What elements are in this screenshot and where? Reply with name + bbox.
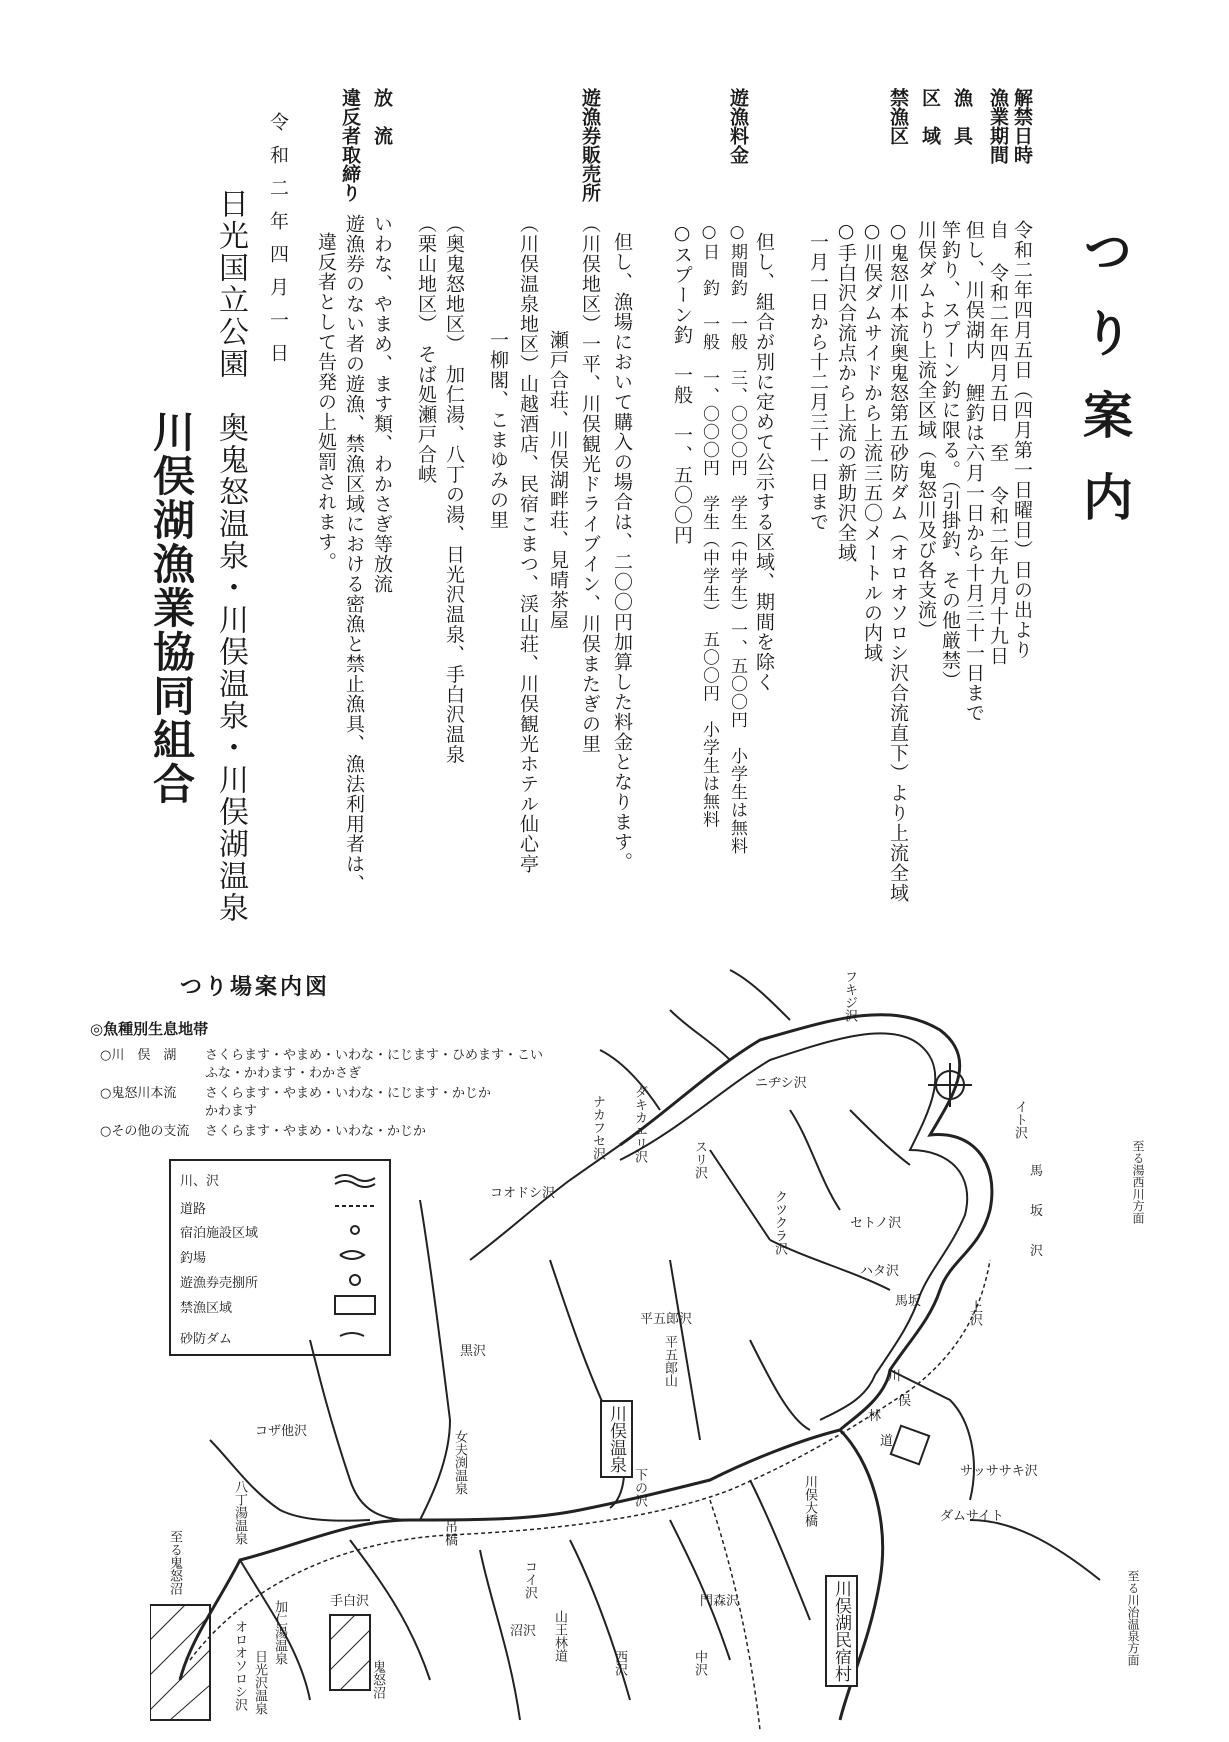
line-14: 但し、漁場において購入の場合は、二〇〇円加算した料金となります。 [611,232,633,872]
place-fukiji: フキジ沢 [842,970,857,1022]
place-heigoro-sawa: 平五郎沢 [640,1312,693,1327]
place-nijishi: ニヂシ沢 [755,1076,807,1091]
line-20: （栗山地区） そば処瀬戸合峡 [415,214,437,485]
legend-ticket-seller: 遊漁券売捌所 [180,1276,259,1291]
line-13: ○スプーン釣 一般 一、五〇〇円 [671,222,693,545]
label-gear: 漁 具 [951,88,973,145]
line-22: 遊漁券のない者の遊漁、禁漁区域における密漁と禁止漁具、漁法利用者は、 [343,214,365,894]
species-fish-2b: かわます [205,1104,258,1119]
place-to-kawaji: 至る川治温泉方面 [1126,1570,1140,1666]
line-23: 違反者として告発の上処罰されます。 [315,232,337,572]
species-heading: ◎魚種別生息地帯 [90,1020,209,1038]
organization-name: 川俣湖漁業協同組合 [147,410,196,806]
legend-check-dam: 砂防ダム [180,1332,233,1347]
legend-closed-zone: 禁漁区域 [180,1301,233,1316]
line-3: 但し、川俣湖内 鯉釣は六月一日から十月三十一日まで [963,220,985,723]
place-rin: 林 [868,1409,882,1424]
place-to-kinunuma: 至る鬼怒沼 [167,1530,182,1595]
place-kamisawa: 上沢 [967,1300,982,1326]
line-15: （川俣地区）一平、川俣観光ドライブイン、川俣またぎの里 [579,214,601,754]
line-17: （川俣温泉地区）山越酒店、民宿こまつ、渓山荘、川俣観光ホテル仙心亭 [517,214,539,874]
line-19: （奥鬼怒地区） 加仁湯、八丁の湯、日光沢温泉、手白沢温泉 [443,214,465,765]
place-kawa: 川 [888,1369,902,1384]
place-kootoshi: コオドシ沢 [490,1186,556,1201]
place-kuro: 黒沢 [460,1344,487,1359]
place-hatcho: 八丁湯温泉 [232,1480,247,1545]
place-meoto: 女夫渕温泉 [452,1430,467,1495]
place-hata: ハタ沢 [860,1264,900,1279]
place-nakahoshi: ナカフセ沢 [590,1095,605,1160]
place-oro: オロオソロシ沢 [232,1620,247,1711]
line-1: 令和二年四月五日（四月第一日曜日）日の出より [1011,220,1033,660]
place-uma: 馬 [1030,1164,1044,1179]
place-tsuri: 吊橋 [442,1520,457,1546]
species-fish-3: さくらます・やまめ・いわな・かじか [205,1124,427,1139]
label-closed: 禁漁区 [887,88,909,145]
line-11: ○期間釣 一般 三、〇〇〇円 学生（中学生）一、五〇〇円 小学生は無料 [727,222,747,855]
line-16: 瀬戸合荘、川俣湖畔荘、見晴茶屋 [547,330,569,630]
legend-lodging: 宿泊施設区域 [180,1226,259,1241]
place-kutsukura: クツクラ沢 [772,1190,787,1255]
issue-date: 令和二年四月一日 [267,112,289,376]
place-shimono: 下の沢 [632,1468,647,1507]
place-sawa: 沢 [1030,1244,1044,1259]
label-period: 漁業期間 [987,88,1009,164]
place-teshiro: 手白沢 [330,1594,370,1609]
label-fee: 遊漁料金 [727,88,749,164]
species-fish-1: さくらます・やまめ・いわな・にじます・ひめます・こい [205,1048,544,1063]
place-numa: 沼沢 [510,1624,537,1639]
place-kinu: 鬼怒沼 [370,1660,385,1699]
place-dakikaeri: ダキカエリ沢 [632,1085,647,1163]
place-naka: 中沢 [692,1650,707,1676]
place-nikkosawa: 日光沢温泉 [252,1650,267,1715]
place-dou: 道 [880,1434,894,1449]
label-sales: 遊漁券販売所 [579,88,601,202]
place-heigoro-yama: 平五郎山 [662,1335,677,1387]
place-sassaseki: サッササキ沢 [960,1464,1038,1479]
line-12: ○日 釣 一般 一、〇〇〇円 学生（中学生） 五〇〇円 小学生は無料 [699,222,719,829]
place-mata: 俣 [898,1394,912,1409]
label-violation: 違反者取締り [339,88,361,202]
page-title: つり案内 [1075,225,1134,553]
place-nishi: 西沢 [612,1650,627,1676]
place-kawamata-onsen: 川俣温泉 [600,1400,633,1478]
label-opening: 解禁日時 [1011,88,1033,164]
place-kanyu: 加仁湯温泉 [272,1600,287,1665]
species-place-2: ○鬼怒川本流 [100,1086,177,1101]
species-fish-1b: ふな・かわます・わかさぎ [205,1066,362,1081]
place-kozahoka: コザ他沢 [255,1424,308,1439]
place-suri: スリ沢 [692,1140,707,1179]
place-monmori: 門森沢 [700,1594,740,1609]
line-21: いわな、やまめ、ます類、わかさぎ等放流 [371,214,393,594]
line-18: 一柳閣、こまゆみの里 [487,330,509,530]
place-to-nishikawa: 至る湯西川方面 [1131,1140,1145,1224]
line-9: 一月一日から十二月三十一日まで [807,232,829,532]
line-8: ○手白沢合流点から上流の新助沢全域 [835,220,857,563]
place-setono: セトノ沢 [850,1216,902,1231]
label-release: 放 流 [371,88,393,145]
line-10: 但し、組合が別に定めて公示する区域、期間を除く [753,232,775,692]
species-fish-2: さくらます・やまめ・いわな・にじます・かじか [205,1086,492,1101]
line-7: ○川俣ダムサイドから上流三五〇メートルの内域 [861,220,883,663]
place-damsite: ダムサイト [940,1509,1004,1524]
species-place-3: ○その他の支流 [100,1124,190,1139]
line-4: 竿釣り、スプーン釣に限る。（引掛釣、その他厳禁） [939,220,961,691]
species-place-1: ○川 俣 湖 [100,1048,177,1063]
place-kai: コイ沢 [522,1560,537,1599]
legend-fishing-spot: 釣場 [180,1251,207,1266]
place-minshuku: 川俣湖民宿村 [825,1575,858,1687]
place-saka: 坂 [1030,1204,1044,1219]
legend-river: 川、沢 [180,1174,220,1189]
place-ito: イト沢 [1012,1100,1027,1139]
fishing-map [90,960,1150,1735]
park-name: 日光国立公園 奥鬼怒温泉・川俣温泉・川俣湖温泉 [213,188,248,924]
place-kawamata-oohashi: 川俣大橋 [802,1475,817,1527]
legend-road: 道路 [180,1202,207,1217]
line-6: ○鬼怒川本流奥鬼怒第五砂防ダム（オロオソロシ沢合流直下）より上流全域 [887,220,909,903]
label-area: 区 域 [919,88,941,145]
map-title: つり場案内図 [180,974,331,1000]
line-5: 川俣ダムより上流全区域（鬼怒川及び各支流） [915,220,937,640]
place-umasaka: 馬坂 [895,1294,922,1309]
place-yamaoh: 山王林道 [552,1610,567,1662]
line-2: 自 令和二年四月五日 至 令和二年九月十九日 [987,220,1009,666]
